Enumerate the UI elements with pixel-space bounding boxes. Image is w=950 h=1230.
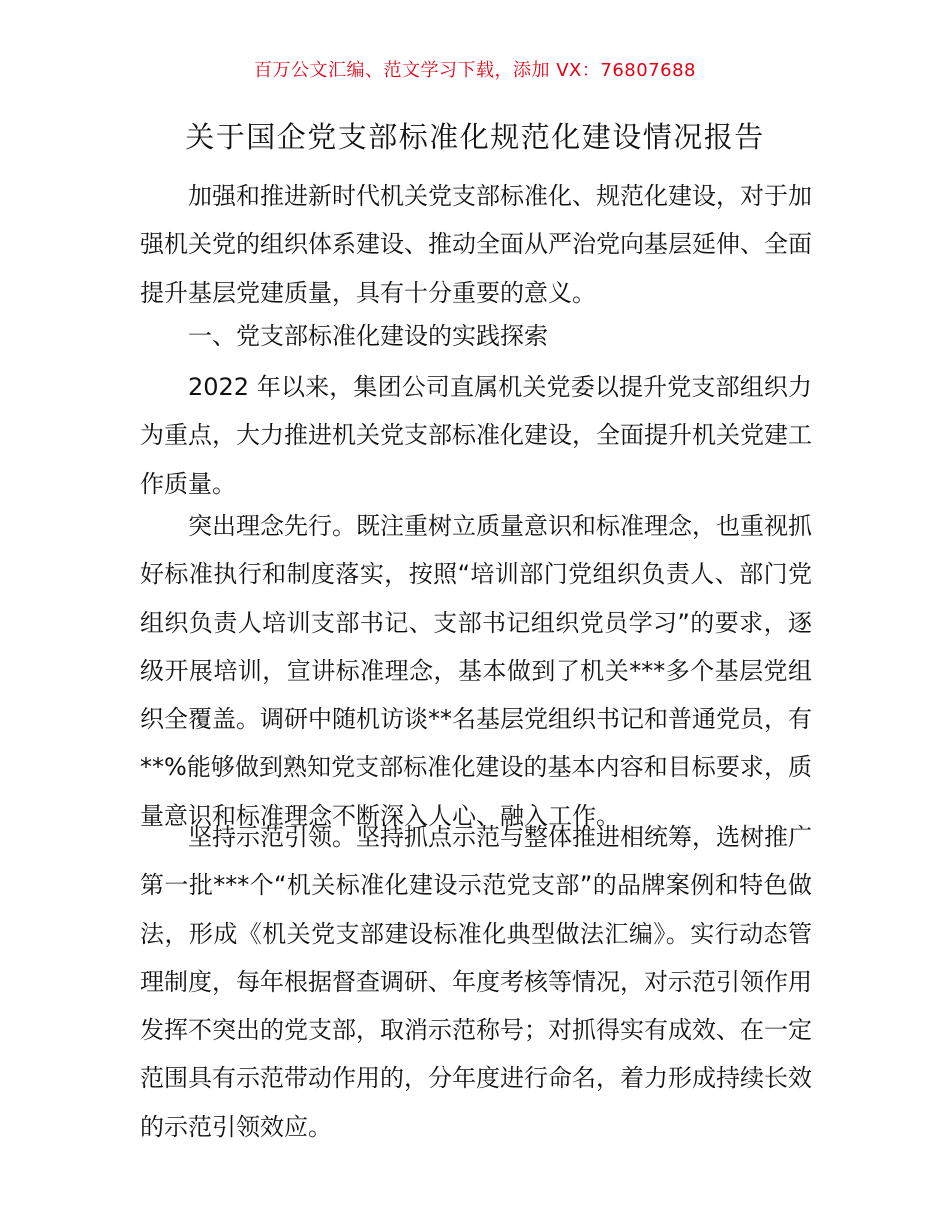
paragraph-demonstration-block bbox=[140, 813, 812, 1151]
watermark-header: 百万公文汇编、范文学习下载，添加 VX：76807688 bbox=[254, 60, 696, 81]
paragraph-intro-block bbox=[140, 172, 812, 317]
paragraph-intro: 加强和推进新时代机关党支部标准化、规范化建设，对于加强机关党的组织体系建设、推动全面从严治党向基层延伸、全面提升基层党建质量，具有十分重要的意义。 bbox=[140, 182, 812, 307]
section-heading: 一、党支部标准化建设的实践探索 bbox=[188, 322, 548, 350]
paragraph-concept-block bbox=[140, 502, 812, 840]
paragraph-concept-first: 突出理念先行。既注重树立质量意识和标准理念，也重视抓好标准执行和制度落实，按照“培训部门党组织负责人、部门党组织负责人培训支部书记、支部书记组织党员学习”的要求，逐级开展培训，宣讲标准理念，基本做到了机关***多个基层党组织全覆盖。调研中随机访谈**名基层党组织书记和普通党员，有**%能够做到熟知党支部标准化建设的基本内容和目标要求，质量意识和标准理念不断深入人心、融入工作。 bbox=[140, 512, 812, 830]
paragraph-overview: 2022 年以来，集团公司直属机关党委以提升党支部组织力为重点，大力推进机关党支部标准化建设，全面提升机关党建工作质量。 bbox=[140, 373, 812, 498]
paragraph-demonstration: 坚持示范引领。坚持抓点示范与整体推进相统筹，选树推广第一批***个“机关标准化建设示范党支部”的品牌案例和特色做法，形成《机关党支部建设标准化典型做法汇编》。实行动态管理制度，每年根据督查调研、年度考核等情况，对示范引领作用发挥不突出的党支部，取消示范称号；对抓得实有成效、在一定范围具有示范带动作用的，分年度进行命名，着力形成持续长效的示范引领效应。 bbox=[140, 823, 812, 1141]
section-heading-block bbox=[140, 312, 812, 360]
paragraph-overview-block bbox=[140, 363, 812, 508]
document-title: 关于国企党支部标准化规范化建设情况报告 bbox=[185, 120, 765, 154]
